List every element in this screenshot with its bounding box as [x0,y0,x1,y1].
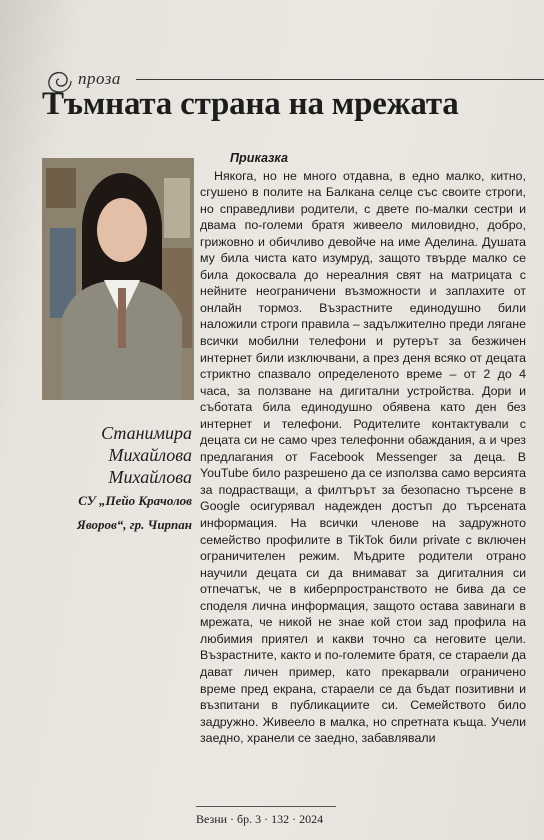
section-label: проза [78,69,121,88]
section-divider [136,79,544,80]
body-paragraph: Някога, но не много отдавна, в едно малко, китно, сгушено в полите на Балкана селце със своите строги, но справедливи родители, с двете по-малки сестри и двама по-големи братя живеело миловидно, добро, грижовно и обичливо девойче на име Аделина. Душата му била чиста като изумруд, защото твърде малко се била докосвала до нереалния свят на матрицата с нейните неограничени възможности и заплахите от онлайн тормоз. Възрастните единодушно били наложили строги правила – задължително преди лягане всички мобилни телефони и рутерът за безжичен интернет били изключвани, а през деня всяко от децата стриктно спазвало определеното време – от 2 до 4 часа, за ползване на дигитални устройства. Дори и съботата била единодушно обявена като ден без интернет и телефони. Родителите контактували с децата си не само чрез телефонни обаждания, а и чрез предлагания от Facebook Messenger за деца. В YouTube било разрешено да се използва само версията за подрастващи, а филтърът за безопасно търсене в Google осигурявал надежден достъп до търсената информация. На всички членове на задружното семейство профилите в TikTok били private с включен ограничителен режим. Мъдрите родители отрано научили децата си да внимават за дигиталния си отпечатък, че в киберпространството не бива да се споделя лична информация, защото остава завинаги в мрежата, че никой не знае кой стои зад профила на любимия приятел и какви точно са неговите цели. Възрастните, както и по-големите братя, се старaели да дават личен пример, като прекарвали ограничено време пред екрана, старaели се да бъдат позитивни и възпитани в публикациите си. Семейството било задружно. Живеело в малка, но спретната къща. Учели заедно, хранели се заедно, забавлявали [200,168,526,746]
genre-label: Приказка [230,151,288,165]
author-school-line2: Яворов“, гр. Чирпан [76,517,192,532]
author-photo [42,158,194,400]
page-footer: Везни · бр. 3 · 132 · 2024 [196,812,324,826]
author-middle-name: Михайлова [108,445,192,465]
footer-divider [196,806,336,807]
article-body [200,150,526,747]
author-block [40,422,192,536]
author-last-name: Михайлова [108,467,192,487]
author-school-line1: СУ „Пейо Крачолов [78,493,192,508]
author-first-name: Станимира [101,423,192,443]
article-title: Тъмната страна на мрежата [42,86,459,122]
